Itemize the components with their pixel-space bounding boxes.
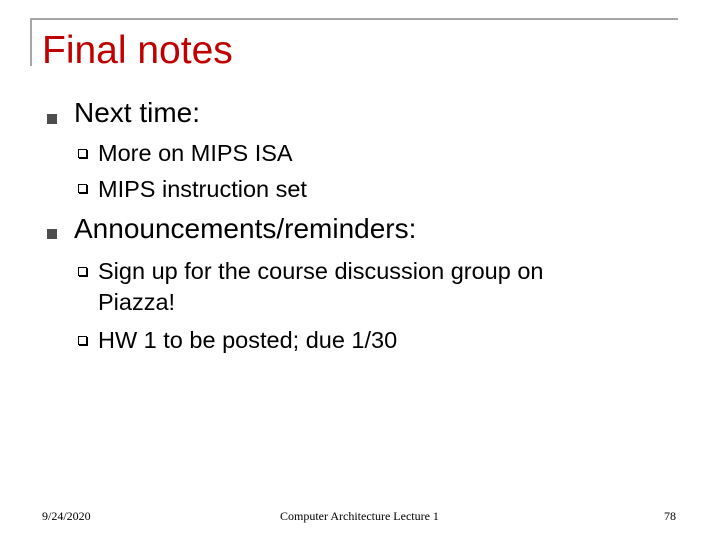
hollow-square-icon [78, 184, 87, 193]
hollow-square-icon [78, 336, 87, 345]
hollow-square-icon [78, 149, 87, 158]
bullet-announcements: Announcements/reminders: [74, 213, 417, 244]
bullet-next-time: Next time: [74, 97, 201, 128]
footer-page-number: 78 [664, 509, 676, 523]
sub-bullet-piazza-line-2: Piazza! [98, 289, 176, 315]
slide-title: Final notes [42, 29, 233, 72]
hollow-square-icon [78, 267, 87, 276]
sub-bullet-piazza-line-1: Sign up for the course discussion group on [98, 258, 544, 284]
filled-square-icon [47, 229, 57, 239]
footer-date: 9/24/2020 [42, 509, 91, 523]
sub-bullet-mips-isa: More on MIPS ISA [98, 140, 293, 166]
filled-square-icon [47, 114, 57, 124]
sub-bullet-mips-instruction-set: MIPS instruction set [98, 176, 307, 202]
sub-bullet-hw1: HW 1 to be posted; due 1/30 [98, 327, 398, 353]
title-rule-left [30, 18, 32, 66]
footer-course: Computer Architecture Lecture 1 [280, 509, 439, 523]
title-rule-top [30, 18, 678, 20]
